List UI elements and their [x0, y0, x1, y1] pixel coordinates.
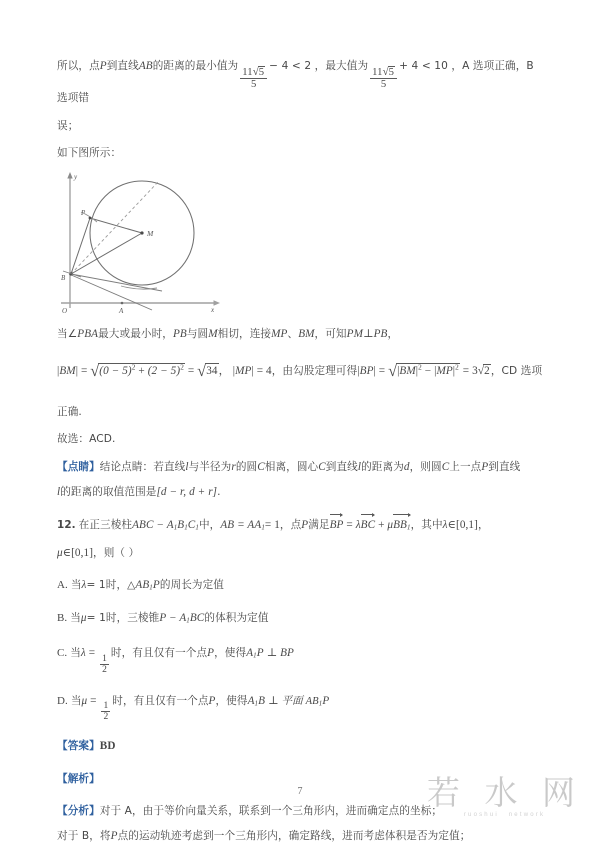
vector-BB1: $BB_1$ [393, 516, 410, 533]
label-point-B: B [61, 274, 66, 283]
text-suoyi: 所以，点 [57, 60, 100, 72]
geometry-figure [59, 170, 289, 318]
segment-BP [71, 218, 90, 274]
label-y-axis: y [74, 173, 78, 182]
text-min-value: 的距离的最小值为 [152, 60, 239, 72]
answer-value: BD [99, 740, 116, 753]
option-C-label: C. [57, 646, 68, 659]
tip-line-2: l的距离的取值范围是[d − r, d + r]. [57, 486, 221, 498]
segment-BM [71, 233, 142, 274]
lambda-range: [0,1] [456, 519, 478, 532]
fraction-half-C: $\frac{1}{2}$ [102, 653, 107, 675]
dashed-line-B-circle [71, 182, 158, 274]
answer-line [57, 738, 547, 754]
vector-BC: BC [361, 516, 376, 533]
fenxi-line-1: 【分析】对于 A，由于等价向量关系，联系到一个三角形内，进而确定点的坐标； [57, 805, 443, 818]
solution-line-tangent: 当∠PBA最大或最小时，PB与圆M相切，连接MP、BM，可知PM⊥PB， [57, 328, 399, 341]
question-number: 12. [57, 519, 76, 532]
solution-line-wu: 误； [57, 119, 79, 132]
sqrt-5-min: √5 [252, 65, 265, 78]
label-origin-O: O [62, 307, 68, 316]
analysis-tag: 【解析】 [57, 772, 100, 785]
page-number: 7 [297, 786, 303, 797]
var-AB: AB [138, 60, 153, 72]
sqrt-bp: $√|BM|^2 - |MP|^2$ [388, 361, 459, 380]
text-plus4-optionAB: + 4 < 10 ，A 选项正确，B 选项错 [57, 60, 534, 105]
point-P-dot [89, 217, 92, 220]
question-12-stem-line2: μ∈[0,1]，则（ ） [57, 546, 140, 559]
point-A-dot [121, 302, 124, 305]
sqrt-2: √2 [477, 364, 490, 377]
geometry-figure-svg [59, 170, 289, 318]
question-12-stem-line1: 12. 在正三棱柱ABC − $A_1B_1C_1$中，AB = $AA_1= 1$，点P满足BP = λBC + μBB$_1$，其中λ∈[0,1]， [57, 516, 547, 533]
tip-tag: 【点睛】 [57, 460, 100, 473]
sqrt-5-max: √5 [382, 65, 395, 78]
option-B[interactable]: B. 当μ= 1时，三棱锥$P - A_1BC$的体积为定值 [57, 612, 269, 625]
x-axis-arrow [214, 301, 221, 306]
option-D-label: D. [57, 694, 68, 707]
label-point-A: A [119, 307, 124, 316]
watermark [427, 773, 582, 818]
label-x-axis: x [211, 306, 215, 315]
point-M-dot [140, 232, 143, 235]
solution-line-figure-intro: 如下图所示： [57, 147, 122, 160]
line-B-tangent2 [71, 274, 162, 291]
mu-range: [0,1] [71, 546, 94, 559]
tip-line-1: 【点睛】结论点睛：若直线l与半径为r的圆C相离，圆心C到直线l的距离为d，则圆C上一点P到直线 [57, 460, 521, 473]
option-B-label: B. [57, 612, 68, 625]
y-axis-arrow [67, 172, 72, 179]
fenxi-line-2: 对于 B，将P点的运动轨迹考虑到一个三角形内，确定路线，进而考虑体积是否为定值； [57, 830, 471, 843]
line-AB [69, 274, 152, 310]
label-point-P: P [81, 209, 86, 218]
page-content [57, 58, 547, 856]
option-A[interactable]: A. 当λ= 1时，$\triangle AB_1P$的周长为定值 [57, 579, 224, 592]
label-point-M: M [147, 229, 154, 239]
sqrt-bm: $√(0 - 5)^2 + (2 - 5)^2$ [90, 361, 184, 380]
var-P: P [99, 60, 107, 72]
watermark-subtitle: ruoshui network [463, 812, 546, 818]
solution-line-bm-calc: $|BM| = √(0 - 5)^2 + (2 - 5)^2 = √34$， |MP| = 4，由勾股定理可得$|BP| = √|BM|^2 - |MP|^2 = 3√2$，CD 选项 [57, 354, 547, 388]
vector-BP: BP [330, 516, 344, 533]
text-minus4-max: − 4 < 2 ，最大值为 [269, 60, 369, 72]
answer-tag: 【答案】 [57, 740, 100, 753]
segment-PM [90, 218, 142, 233]
sqrt-34: √34 [197, 361, 218, 380]
option-A-label: A. [57, 579, 68, 592]
watermark-chinese: 若 水 网 [427, 773, 582, 812]
fenxi-tag: 【分析】 [57, 805, 100, 818]
solution-line-distance [57, 58, 547, 107]
option-D[interactable]: D. 当μ = $\frac{1}{2}$ 时，有且仅有一个点P，使得$A_1B$ ⊥ 平面 $AB_1P$ [57, 694, 330, 723]
interval-range: [d − r, d + r] [156, 486, 218, 498]
fraction-half-D: $\frac{1}{2}$ [103, 701, 109, 723]
fraction-min: $\frac{11√5}{5}$ [240, 67, 267, 91]
fraction-max: $\frac{11√5}{5}$ [370, 67, 397, 91]
solution-line-correct: 正确. [57, 405, 82, 418]
solution-line-choose: 故选：ACD. [57, 433, 116, 446]
option-C[interactable]: C. 当λ = $\frac{1}{2}$ 时，有且仅有一个点P，使得$A_1P$ ⊥ BP [57, 646, 294, 675]
text-to-line: 到直线 [106, 60, 139, 72]
